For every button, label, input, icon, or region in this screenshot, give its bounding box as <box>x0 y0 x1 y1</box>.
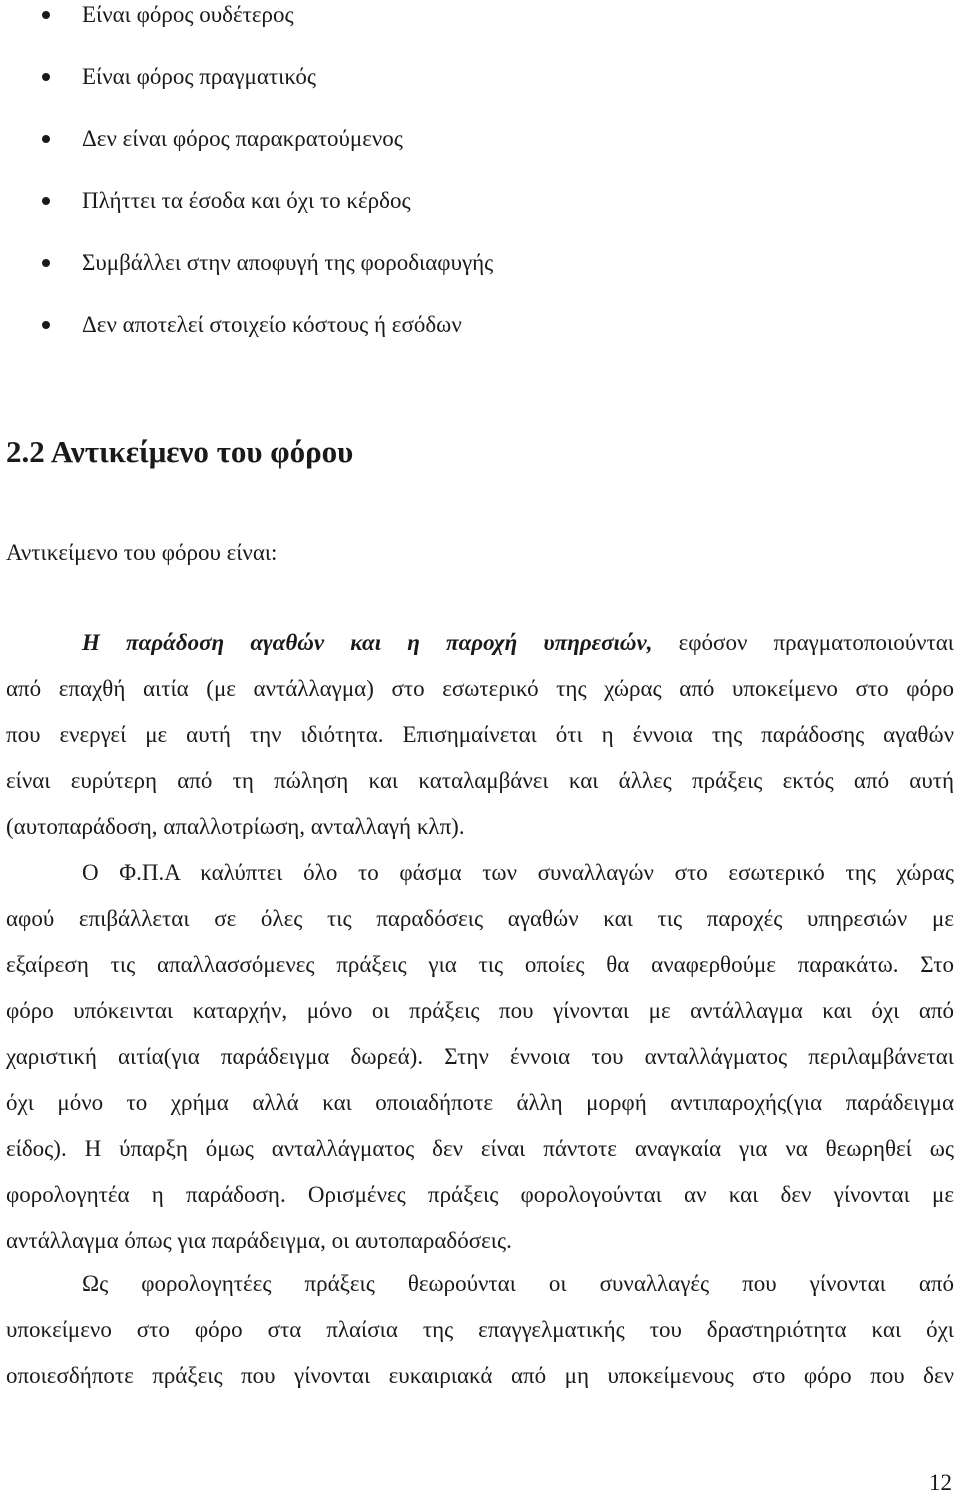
paragraph-line: οποιεσδήποτε πράξεις που γίνονται ευκαιριακά από μη υποκείμενους στο φόρο που δεν <box>6 1363 954 1388</box>
list-item: Είναι φόρος ουδέτερος <box>82 0 294 30</box>
bold-term: Η παράδοση αγαθών και η παροχή υπηρεσιών, <box>82 630 653 655</box>
bullet-icon <box>42 197 50 205</box>
paragraph-line: φόρο υπόκεινται καταρχήν, μόνο οι πράξεις που γίνονται με αντάλλαγμα και όχι από <box>6 998 954 1023</box>
page-number: 12 <box>929 1470 952 1495</box>
bullet-icon <box>42 11 50 19</box>
bullet-icon <box>42 73 50 81</box>
paragraph-line: αφού επιβάλλεται σε όλες τις παραδόσεις αγαθών και τις παροχές υπηρεσιών με <box>6 906 954 931</box>
paragraph-line: (αυτοπαράδοση, απαλλοτρίωση, ανταλλαγή κλπ). <box>6 814 465 839</box>
bullet-icon <box>42 321 50 329</box>
section-intro: Αντικείμενο του φόρου είναι: <box>6 540 278 565</box>
paragraph-line: όχι μόνο το χρήμα αλλά και οποιαδήποτε άλλη μορφή αντιπαροχής(για παράδειγμα <box>6 1090 954 1115</box>
list-item: Δεν αποτελεί στοιχείο κόστους ή εσόδων <box>82 310 462 340</box>
paragraph-line: που ενεργεί με αυτή την ιδιότητα. Επισημαίνεται ότι η έννοια της παράδοσης αγαθών <box>6 722 954 747</box>
list-item: Δεν είναι φόρος παρακρατούμενος <box>82 124 403 154</box>
paragraph-line: από επαχθή αιτία (με αντάλλαγμα) στο εσωτερικό της χώρας από υποκείμενο στο φόρο <box>6 676 954 701</box>
paragraph-line: εξαίρεση τις απαλλασσόμενες πράξεις για τις οποίες θα αναφερθούμε παρακάτω. Στο <box>6 952 954 977</box>
list-item: Πλήττει τα έσοδα και όχι το κέρδος <box>82 186 411 216</box>
paragraph-line: είδος). Η ύπαρξη όμως ανταλλάγματος δεν είναι πάντοτε αναγκαία για να θεωρηθεί ως <box>6 1136 954 1161</box>
paragraph-line: φορολογητέα η παράδοση. Ορισμένες πράξεις φορολογούνται αν και δεν γίνονται με <box>6 1182 954 1207</box>
list-item: Είναι φόρος πραγματικός <box>82 62 316 92</box>
paragraph-line: Ο Φ.Π.Α καλύπτει όλο το φάσμα των συναλλαγών στο εσωτερικό της χώρας <box>82 860 954 885</box>
paragraph-line: είναι ευρύτερη από τη πώληση και καταλαμβάνει και άλλες πράξεις εκτός από αυτή <box>6 768 954 793</box>
list-item: Συμβάλλει στην αποφυγή της φοροδιαφυγής <box>82 248 493 278</box>
paragraph-line: υποκείμενο στο φόρο στα πλαίσια της επαγγελματικής του δραστηριότητα και όχι <box>6 1317 954 1342</box>
paragraph-line: χαριστική αιτία(για παράδειγμα δωρεά). Στην έννοια του ανταλλάγματος περιλαμβάνεται <box>6 1044 954 1069</box>
bullet-icon <box>42 135 50 143</box>
paragraph-line: Η παράδοση αγαθών και η παροχή υπηρεσιών, εφόσον πραγματοποιούνται <box>82 630 954 655</box>
bullet-icon <box>42 259 50 267</box>
paragraph-line: αντάλλαγμα όπως για παράδειγμα, οι αυτοπαραδόσεις. <box>6 1228 512 1253</box>
section-heading: 2.2 Αντικείμενο του φόρου <box>6 434 354 469</box>
paragraph-line: Ως φορολογητέες πράξεις θεωρούνται οι συναλλαγές που γίνονται από <box>82 1271 954 1296</box>
